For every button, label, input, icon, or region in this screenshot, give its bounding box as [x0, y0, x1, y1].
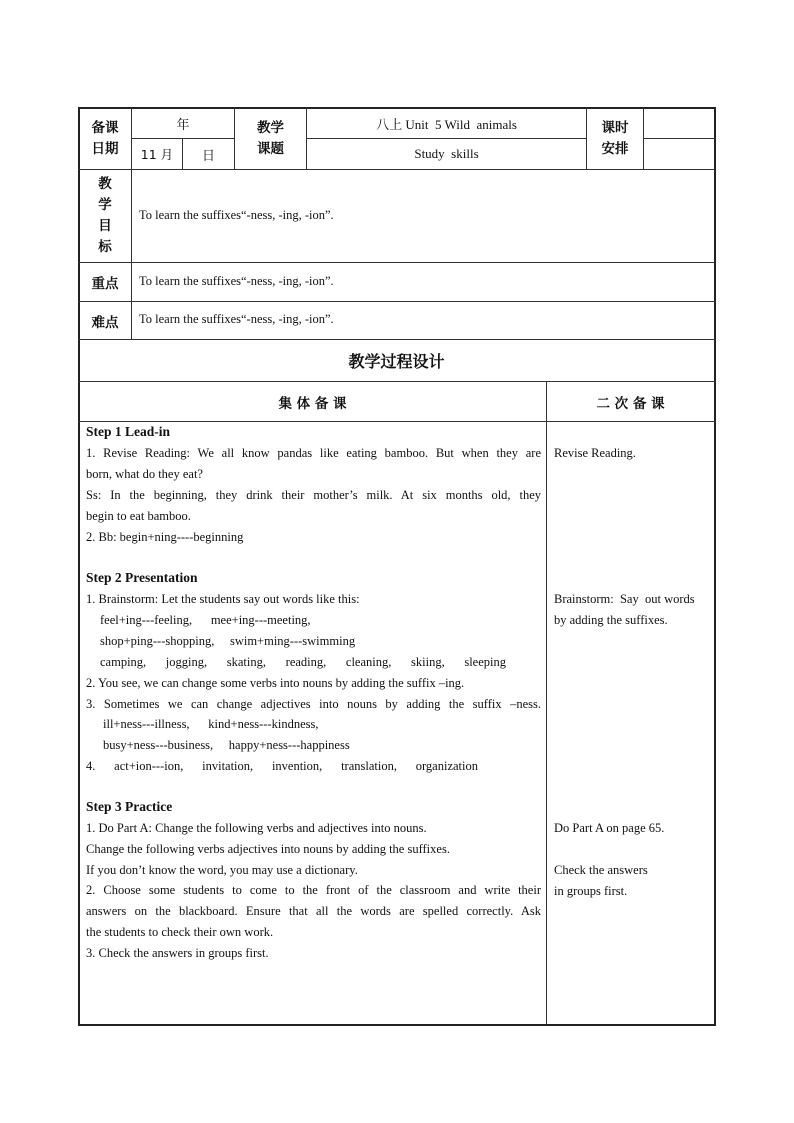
divider [78, 262, 715, 263]
step1-line: born, what do they eat? [86, 467, 203, 481]
prep-date-label-line1: 备课 [91, 119, 119, 136]
step2-line: shop+ping---shopping, swim+ming---swimming [100, 634, 356, 648]
objectives-text: To learn the suffixes“-ness, -ing, -ion”. [139, 208, 334, 222]
key-points-text: To learn the suffixes“-ness, -ing, -ion”. [139, 274, 334, 288]
step3-note: Check the answers [554, 863, 648, 877]
collective-prep-header: 集 体 备 课 [278, 395, 347, 412]
divider [78, 421, 715, 422]
step2-line: ill+ness---illness, kind+ness---kindness, [103, 717, 319, 731]
schedule-label-line2: 安排 [601, 140, 629, 157]
second-prep-header: 二 次 备 课 [596, 395, 665, 412]
step1-line: 1. Revise Reading: We all know pandas like eating bamboo. But when they are [86, 446, 541, 460]
step3-line: 3. Check the answers in groups first. [86, 946, 269, 960]
topic-title: 八上 Unit 5 Wild animals [376, 116, 517, 132]
objectives-label [79, 170, 131, 262]
objectives-label-char: 学 [98, 197, 112, 213]
step3-heading: Step 3 Practice [86, 799, 173, 814]
step2-line: feel+ing---feeling, mee+ing---meeting, [100, 613, 311, 627]
objectives-label-char: 目 [98, 218, 112, 234]
day-label: 日 [201, 148, 215, 164]
step3-line: If you don’t know the word, you may use a dictionary. [86, 863, 358, 877]
difficulties-text: To learn the suffixes“-ness, -ing, -ion”. [139, 312, 334, 326]
divider [546, 381, 547, 1025]
year-label: 年 [176, 117, 190, 133]
schedule-value [644, 108, 714, 138]
step1-line: begin to eat bamboo. [86, 509, 191, 523]
step1-line: Ss: In the beginning, they drink their mother’s milk. At six months old, they [86, 488, 541, 502]
schedule-label [587, 108, 643, 169]
topic-label-line2: 课题 [257, 140, 284, 157]
topic-label-line1: 教学 [257, 119, 284, 136]
prep-date-label-line2: 日期 [91, 140, 119, 157]
step2-note: by adding the suffixes. [554, 613, 668, 627]
step2-heading: Step 2 Presentation [86, 570, 198, 585]
step1-line: 2. Bb: begin+ning----beginning [86, 530, 244, 544]
step3-note: Do Part A on page 65. [554, 821, 665, 835]
step3-line: answers on the blackboard. Ensure that all the words are spelled correctly. Ask [86, 904, 541, 918]
step2-line: 1. Brainstorm: Let the students say out words like this: [86, 592, 360, 606]
step1-heading: Step 1 Lead-in [86, 424, 171, 439]
divider [78, 301, 715, 302]
step3-line: 1. Do Part A: Change the following verbs and adjectives into nouns. [86, 821, 427, 835]
step3-line: 2. Choose some students to come to the front of the classroom and write their [86, 883, 541, 897]
step2-line: 4. act+ion---ion, invitation, invention, translation, organization [86, 759, 478, 773]
schedule-label-line1: 课时 [601, 119, 629, 136]
table-border-right [714, 107, 716, 1026]
step2-line: camping, jogging, skating, reading, cleaning, skiing, sleeping [100, 655, 506, 669]
topic-subtitle: Study skills [414, 146, 479, 161]
difficulties-label: 难点 [91, 314, 119, 331]
prep-date-label [79, 108, 131, 169]
step3-note: in groups first. [554, 884, 628, 898]
divider [78, 169, 715, 170]
step1-note: Revise Reading. [554, 446, 636, 460]
step2-note: Brainstorm: Say out words [554, 592, 695, 606]
objectives-label-char: 教 [98, 176, 112, 192]
divider [643, 138, 715, 139]
step3-line: Change the following verbs adjectives into nouns by adding the suffixes. [86, 842, 450, 856]
step2-line: 2. You see, we can change some verbs into nouns by adding the suffix –ing. [86, 676, 465, 690]
month-value: 11 月 [140, 147, 174, 162]
key-points-label: 重点 [91, 276, 119, 292]
process-title: 教学过程设计 [348, 352, 445, 371]
step2-line: busy+ness---business, happy+ness---happiness [103, 738, 350, 752]
step2-line: 3. Sometimes we can change adjectives into nouns by adding the suffix –ness. [86, 697, 541, 711]
table-border-bottom [78, 1024, 716, 1026]
objectives-label-char: 标 [98, 239, 112, 255]
topic-label [235, 108, 306, 169]
step3-line: the students to check their own work. [86, 925, 274, 939]
